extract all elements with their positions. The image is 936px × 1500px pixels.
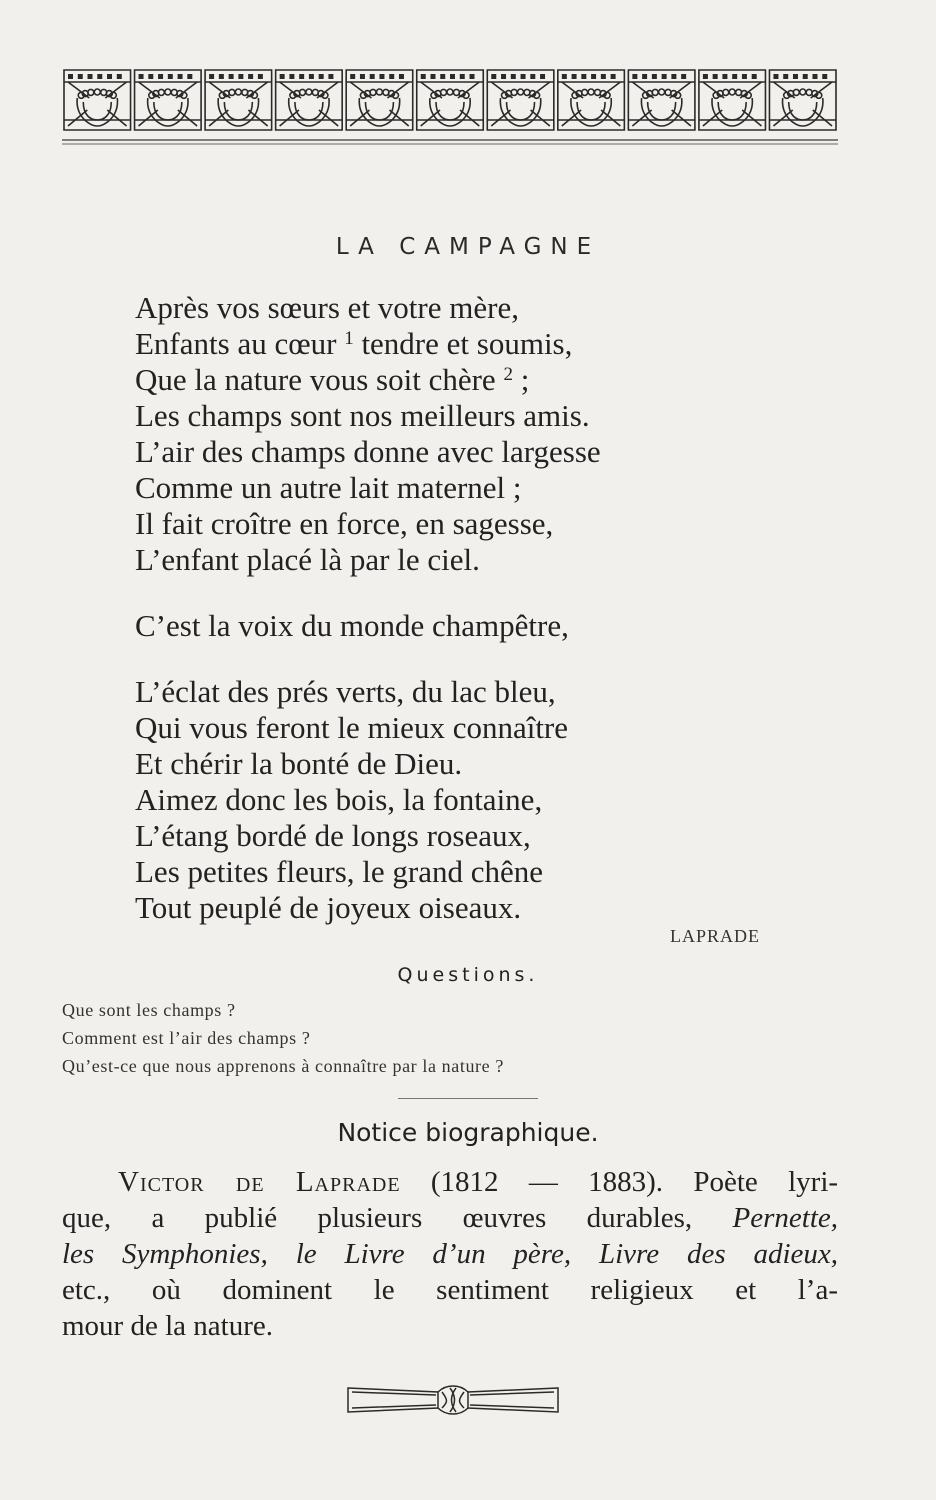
poem-author: LAPRADE [670,926,761,946]
frieze-tile [769,70,836,130]
verse-line: Que la nature vous soit chère $^2$ ; [135,362,530,397]
work-title: Pernette, [732,1202,838,1234]
verse-line: Qui vous feront le mieux connaître [135,710,569,745]
bio-line: mour de la nature. [62,1310,273,1342]
verse-line: Il fait croître en force, en sagesse, [135,506,554,541]
frieze-tile [487,70,554,130]
poem-title: LA CAMPAGNE [335,234,601,260]
frieze-tile [346,70,413,130]
verse-line: L’air des champs donne avec largesse [135,434,601,469]
section-divider [398,1098,538,1099]
frieze-tile [699,70,766,130]
verse-line: L’éclat des prés verts, du lac bleu, [135,674,556,709]
stanza-3 [135,674,568,926]
frieze-tile [558,70,625,130]
stanza-1 [135,290,601,578]
frieze-tile [417,70,484,130]
author-name: Victor de Laprade [118,1166,401,1198]
footnote-marker: 1 [344,328,354,349]
author-dates: (1812 — 1883). [430,1166,664,1198]
questions-heading: Questions. [397,964,539,986]
frieze-tile [628,70,695,130]
tailpiece-ornament [346,1380,560,1420]
frieze-tile [135,70,202,130]
verse-line: Tout peuplé de joyeux oiseaux. [135,890,522,925]
notice-heading: Notice biographique. [337,1118,599,1147]
verse-line: Et chérir la bonté de Dieu. [135,746,463,781]
bio-line: que, a publié plusieurs œuvres durables, Pernette, [62,1202,838,1234]
question-item: Comment est l’air des champs ? [62,1028,311,1048]
verse-line: Aimez donc les bois, la fontaine, [135,782,543,817]
work-title: les Symphonies, [62,1238,268,1270]
bio-line: etc., où dominent le sentiment religieux et l’a- [62,1274,838,1306]
bio-line: Victor de Laprade (1812 — 1883). Poète lyri- [118,1166,839,1198]
work-title: Livre des adieux, [598,1238,839,1270]
biography-paragraph [62,1164,838,1344]
verse-line: Comme un autre lait maternel ; [135,470,522,505]
verse-line: C’est la voix du monde champêtre, [135,608,569,643]
work-title: le Livre d’un père, [295,1238,572,1270]
footnote-marker: 2 [503,364,513,385]
bio-line [62,1236,838,1272]
decorative-frieze [62,68,838,148]
verse-line: Après vos sœurs et votre mère, [135,290,519,325]
questions-list [62,996,504,1080]
frieze-tile [276,70,343,130]
verse-line: L’enfant placé là par le ciel. [135,542,480,577]
verse-line: Les petites fleurs, le grand chêne [135,854,543,889]
verse-line: Les champs sont nos meilleurs amis. [135,398,590,433]
verse-line: Enfants au cœur $^1$ tendre et soumis, [135,326,573,361]
verse-line: L’étang bordé de longs roseaux, [135,818,531,853]
question-item: Que sont les champs ? [62,1000,236,1020]
stanza-2 [135,608,569,644]
frieze-tile [205,70,272,130]
frieze-tile [64,70,131,130]
question-item: Qu’est-ce que nous apprenons à connaître par la nature ? [62,1056,504,1076]
